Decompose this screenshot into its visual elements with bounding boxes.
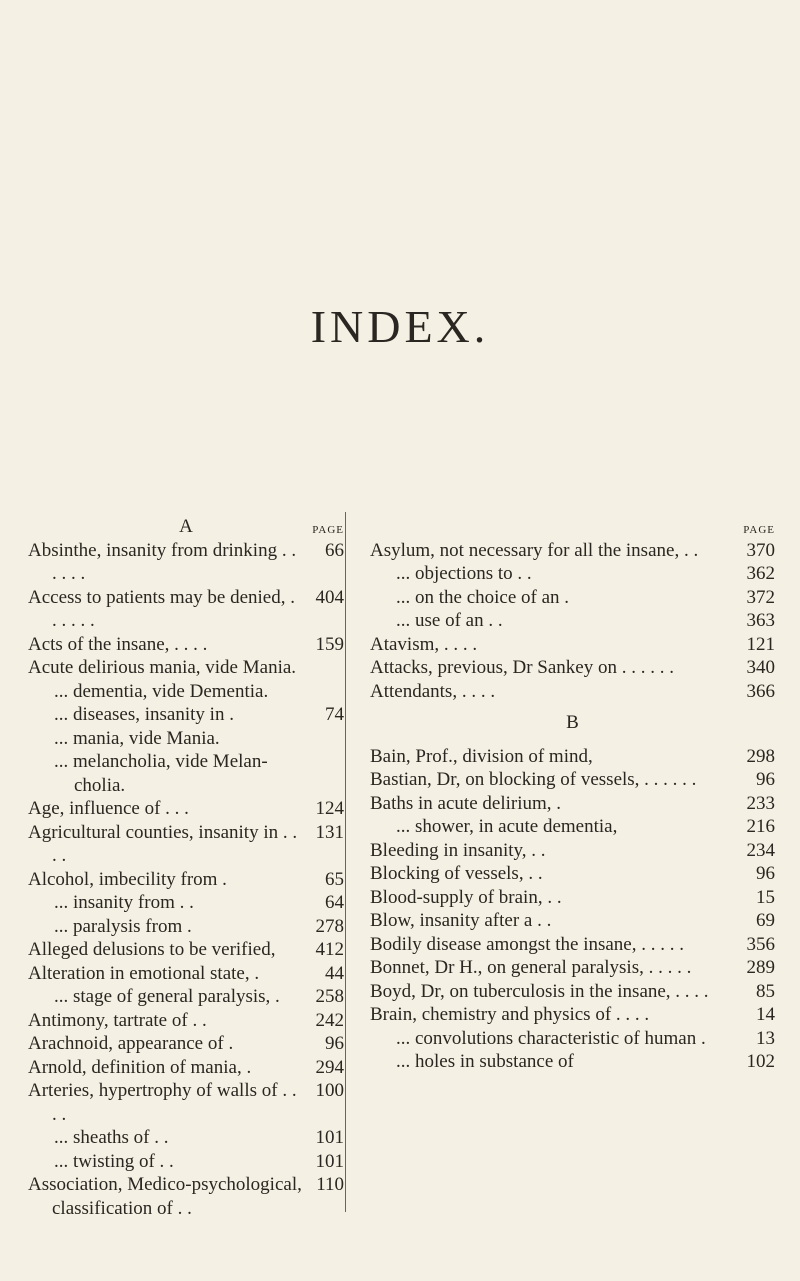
entry-page-number: 289: [746, 957, 775, 978]
entry-page-number: 298: [746, 745, 775, 767]
index-entry: [28, 586, 344, 633]
entry-page-number: 96: [325, 1033, 344, 1054]
entry-page-number: 64: [325, 892, 344, 913]
entry-term: ... paralysis from .: [54, 915, 192, 937]
index-entry: [370, 815, 775, 839]
entry-term: Bodily disease amongst the insane, . . . . .: [370, 933, 684, 955]
index-entry: [370, 656, 775, 680]
entry-term: Blow, insanity after a . .: [370, 910, 552, 931]
index-entry: [28, 633, 344, 657]
entry-term: Bleeding in insanity, . .: [370, 839, 546, 861]
index-entry: [370, 1003, 775, 1027]
index-entry: [28, 1032, 344, 1056]
entry-term: Absinthe, insanity from drinking . . . . . .: [28, 539, 297, 584]
index-entry: [28, 1009, 344, 1033]
entry-page-number: 159: [315, 633, 344, 655]
index-entry: [28, 915, 344, 939]
entry-term: Baths in acute delirium, .: [370, 792, 562, 814]
entry-term: ... twisting of . .: [54, 1150, 174, 1172]
entry-page-number: 44: [325, 962, 344, 984]
left-column-header: [28, 515, 344, 539]
index-entry: [370, 956, 775, 980]
index-entry: [28, 1079, 344, 1126]
entry-term: Blocking of vessels, . .: [370, 863, 543, 884]
entry-page-number: 66: [325, 539, 344, 561]
entry-page-number: 258: [315, 986, 344, 1007]
entry-term: Arteries, hypertrophy of walls of . . . .: [28, 1080, 297, 1125]
index-entry: [370, 1050, 775, 1074]
entry-term: Attacks, previous, Dr Sankey on . . . . . .: [370, 657, 674, 678]
entry-term: ... on the choice of an .: [396, 586, 570, 608]
entry-term: Agricultural counties, insanity in . . . .: [28, 821, 298, 866]
entry-page-number: 15: [756, 886, 775, 908]
page-column-label: PAGE: [743, 524, 775, 536]
entry-page-number: 96: [756, 863, 775, 884]
entry-term: ... objections to . .: [396, 563, 532, 584]
entry-page-number: 124: [315, 798, 344, 819]
entry-term: ... use of an . .: [396, 610, 503, 631]
index-entry: [370, 633, 775, 657]
index-entry: [370, 745, 775, 769]
section-letter-a: A: [179, 516, 193, 537]
entry-term: ... shower, in acute dementia,: [396, 816, 618, 837]
index-entry: [28, 868, 344, 892]
index-entry: [370, 539, 775, 563]
entry-term: Antimony, tartrate of . .: [28, 1009, 207, 1031]
entry-page-number: 366: [746, 680, 775, 702]
index-entry: [28, 891, 344, 915]
entry-term: Arnold, definition of mania, .: [28, 1056, 252, 1078]
entry-term: Alteration in emotional state, .: [28, 962, 260, 984]
entry-page-number: 85: [756, 980, 775, 1002]
entry-page-number: 294: [315, 1056, 344, 1078]
entry-page-number: 362: [746, 563, 775, 584]
index-entry: [28, 703, 344, 727]
entry-term: ... melancholia, vide Melancholia.: [54, 751, 268, 796]
entry-page-number: 412: [315, 939, 344, 960]
index-entry: [370, 933, 775, 957]
entry-term: Alleged delusions to be verified,: [28, 939, 276, 960]
entry-page-number: 216: [746, 816, 775, 837]
entry-term: Association, Medico-psychological, classification of . .: [28, 1174, 302, 1219]
entry-page-number: 340: [746, 657, 775, 678]
index-entry: [370, 792, 775, 816]
index-entry: [28, 962, 344, 986]
entry-page-number: 242: [315, 1009, 344, 1031]
entry-term: Bonnet, Dr H., on general paralysis, . . . . .: [370, 957, 692, 978]
entry-term: Asylum, not necessary for all the insane, . .: [370, 539, 699, 561]
entry-term: Arachnoid, appearance of .: [28, 1033, 234, 1054]
entry-page-number: 234: [746, 839, 775, 861]
entry-term: ... holes in substance of: [396, 1051, 574, 1072]
index-entry: [370, 562, 775, 586]
index-entry: [28, 656, 344, 680]
entry-term: ... diseases, insanity in .: [54, 704, 234, 725]
entry-term: ... convolutions characteristic of human .: [396, 1027, 706, 1049]
entry-page-number: 101: [315, 1127, 344, 1148]
index-entry: [28, 727, 344, 751]
entry-term: ... insanity from . .: [54, 892, 194, 913]
index-entry: [370, 980, 775, 1004]
index-entry: [370, 680, 775, 704]
entry-page-number: 372: [746, 586, 775, 608]
index-entry: [28, 1056, 344, 1080]
entry-page-number: 102: [746, 1051, 775, 1072]
index-entry: [28, 821, 344, 868]
index-entry: [28, 1173, 344, 1220]
entry-term: Acts of the insane, . . . .: [28, 633, 208, 655]
index-entry: [28, 938, 344, 962]
entry-term: Age, influence of . . .: [28, 798, 189, 819]
section-letter-b: B: [566, 712, 579, 733]
entry-term: Access to patients may be denied, . . . . . .: [28, 586, 295, 631]
index-entry: [28, 1126, 344, 1150]
entry-page-number: 356: [746, 933, 775, 955]
index-entry: [370, 586, 775, 610]
right-column-header: [370, 515, 775, 539]
entry-term: Bastian, Dr, on blocking of vessels, . . . . . .: [370, 769, 697, 790]
entry-page-number: 363: [746, 610, 775, 631]
entry-page-number: 65: [325, 868, 344, 890]
entry-page-number: 74: [325, 704, 344, 725]
index-entry: [370, 768, 775, 792]
entry-page-number: 233: [746, 792, 775, 814]
index-entry: [370, 909, 775, 933]
entry-term: Acute delirious mania, vide Mania.: [28, 657, 297, 678]
entry-term: Blood-supply of brain, . .: [370, 886, 562, 908]
entry-page-number: 121: [746, 633, 775, 655]
index-entry: [370, 839, 775, 863]
left-column: [28, 515, 344, 1220]
entry-term: ... sheaths of . .: [54, 1127, 169, 1148]
entry-term: ... mania, vide Mania.: [54, 727, 220, 749]
entry-term: Alcohol, imbecility from .: [28, 868, 227, 890]
index-entry: [28, 797, 344, 821]
entry-term: Boyd, Dr, on tuberculosis in the insane, . . . .: [370, 980, 709, 1002]
index-entry: [28, 750, 344, 797]
entry-term: Atavism, . . . .: [370, 633, 478, 655]
entry-page-number: 101: [315, 1150, 344, 1172]
entry-term: Bain, Prof., division of mind,: [370, 745, 593, 767]
index-entry: [370, 1027, 775, 1051]
index-entry: [28, 1150, 344, 1174]
entry-page-number: 110: [316, 1174, 344, 1195]
entry-list: [28, 539, 344, 1221]
column-divider: [345, 512, 346, 1212]
entry-list: [370, 745, 775, 1074]
entry-term: ... stage of general paralysis, .: [54, 986, 280, 1007]
right-column: [370, 515, 775, 1074]
index-entry: [370, 886, 775, 910]
entry-page-number: 404: [315, 586, 344, 608]
entry-page-number: 131: [315, 821, 344, 843]
index-entry: [370, 609, 775, 633]
entry-page-number: 278: [315, 915, 344, 937]
index-entry: [370, 862, 775, 886]
index-entry: [28, 985, 344, 1009]
index-entry: [28, 539, 344, 586]
entry-term: ... dementia, vide Dementia.: [54, 680, 269, 702]
page-column-label: PAGE: [312, 524, 344, 536]
entry-page-number: 14: [756, 1004, 775, 1025]
entry-page-number: 370: [746, 539, 775, 561]
entry-term: Brain, chemistry and physics of . . . .: [370, 1004, 650, 1025]
entry-page-number: 69: [756, 910, 775, 931]
entry-term: Attendants, . . . .: [370, 680, 496, 702]
entry-page-number: 13: [756, 1027, 775, 1049]
entry-page-number: 96: [756, 769, 775, 790]
entry-page-number: 100: [315, 1080, 344, 1101]
index-title: INDEX.: [310, 301, 490, 352]
index-entry: [28, 680, 344, 704]
entry-list: [370, 539, 775, 704]
